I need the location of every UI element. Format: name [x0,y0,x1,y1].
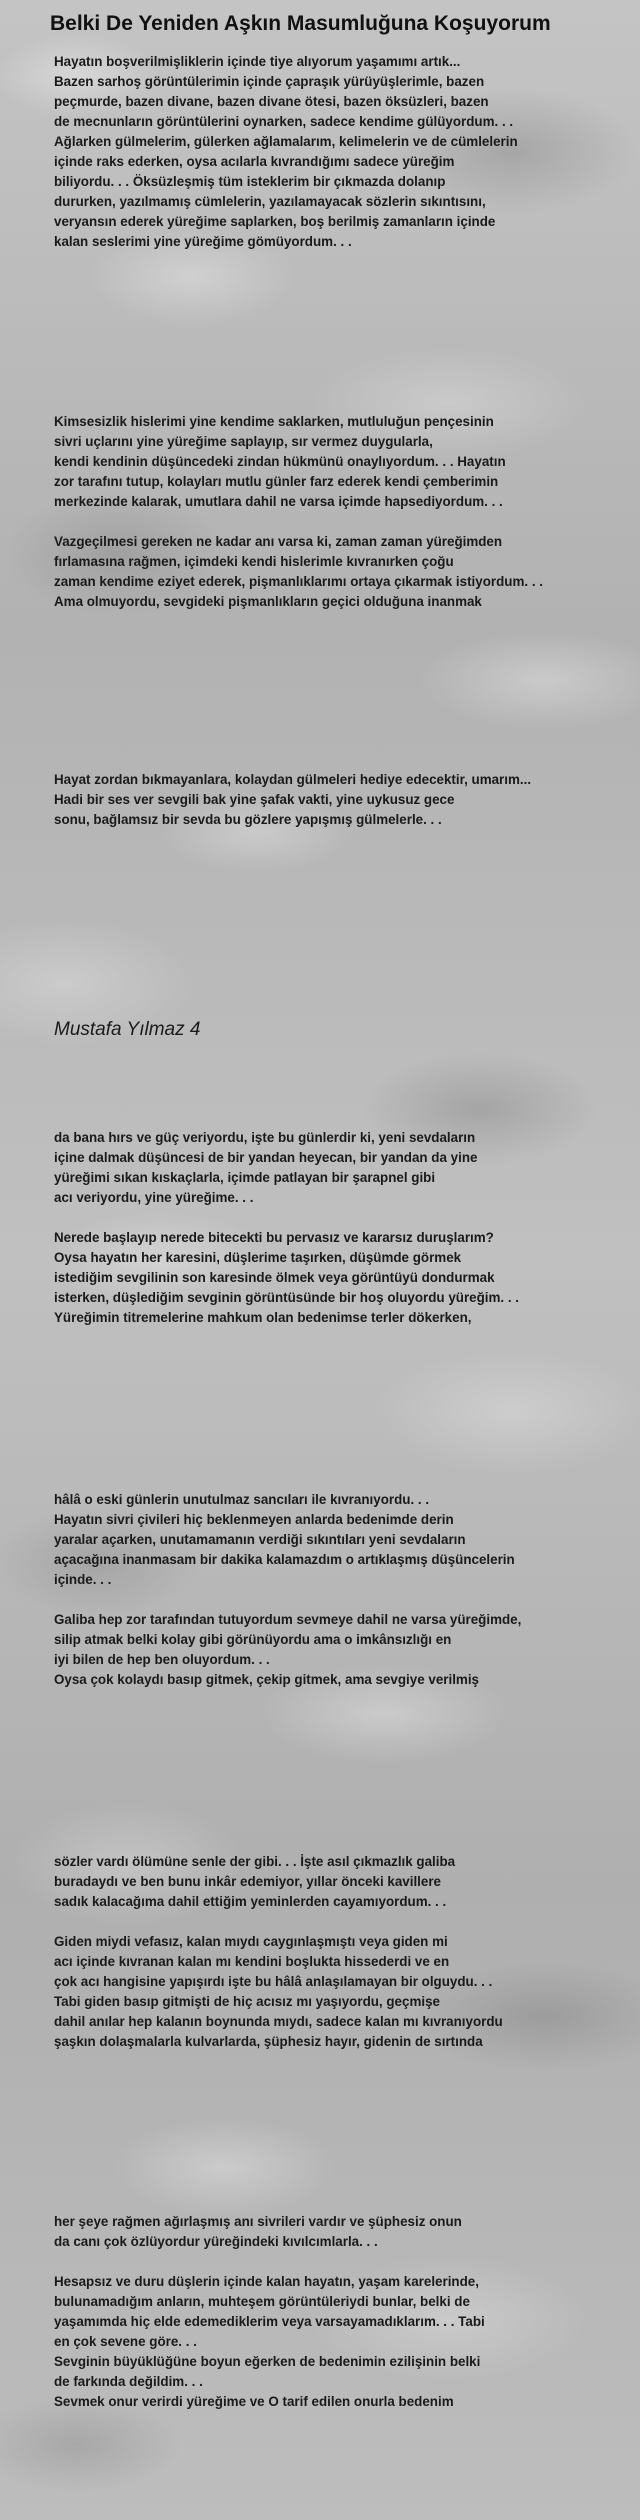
text-block-1 [54,52,640,252]
text-line: merkezinde kalarak, umutlara dahil ne varsa içimde hapsediyordum. . . [54,494,503,509]
text-line: Giden miydi vefasız, kalan mıydı caygınlaşmıştı veya giden mi [54,1934,448,1949]
text-block-4 [54,1128,640,1328]
paragraph [54,1128,640,1208]
text-line: dahil anılar hep kalanın boynunda mıydı, sadece kalan mı kıvranıyordu [54,2014,503,2029]
paragraph [54,412,640,512]
text-line: isterken, düşlediğim sevginin görüntüsünde bir hoş oluyordu yüreğim. . . [54,1290,520,1305]
text-line: zaman kendime eziyet ederek, pişmanlıklarımı ortaya çıkarmak istiyordum. . . [54,574,543,589]
text-line: hâlâ o eski günlerin unutulmaz sancıları ile kıvranıyordu. . . [54,1492,430,1507]
text-line: Hayatın sivri çivileri hiç beklenmeyen anlarda bedenimde derin [54,1512,454,1527]
text-line: kalan seslerimi yine yüreğime gömüyordum. . . [54,234,352,249]
text-line: acı içinde kıvranan kalan mı kendini boşlukta hissederdi ve en [54,1954,450,1969]
text-line: buradaydı ve ben bunu inkâr edemiyor, yıllar önceki kavillere [54,1874,441,1889]
paragraph [54,1932,640,2052]
text-block-6 [54,1852,640,2052]
paragraph [54,2212,640,2252]
paragraph [54,2272,640,2412]
text-line: Galiba hep zor tarafından tutuyordum sevmeye dahil ne varsa yüreğimde, [54,1612,522,1627]
text-line: Oysa çok kolaydı basıp gitmek, çekip gitmek, ama sevgiye verilmiş [54,1672,479,1687]
text-line: zor tarafını tutup, kolayları mutlu günler farz ederek kendi çemberimin [54,474,499,489]
author-name: Mustafa Yılmaz 4 [54,1019,201,1040]
text-line: iyi bilen de hep ben oluyordum. . . [54,1652,270,1667]
text-line: yaşamımda hiç elde edemediklerim veya varsayamadıklarım. . . Tabi [54,2314,485,2329]
text-line: Sevmek onur verirdi yüreğime ve O tarif edilen onurla bedenim [54,2394,454,2409]
text-line: da canı çok özlüyordur yüreğindeki kıvılcımlarla. . . [54,2234,378,2249]
text-line: Yüreğimin titremelerine mahkum olan bedenimse terler dökerken, [54,1310,472,1325]
text-line: içinde raks ederken, oysa acılarla kıvrandığımı sadece yüreğim [54,154,455,169]
text-block-3 [54,770,640,830]
text-line: istediğim sevgilinin son karesinde ölmek veya görüntüyü dondurmak [54,1270,495,1285]
text-line: silip atmak belki kolay gibi görünüyordu ama o imkânsızlığı en [54,1632,452,1647]
text-line: açacağına inanmasam bir dakika kalamazdım o artıklaşmış düşüncelerin [54,1552,515,1567]
text-line: yüreğimi sıkan kıskaçlarla, içimde patlayan bir şarapnel gibi [54,1170,436,1185]
text-line: içine dalmak düşüncesi de bir yandan heyecan, bir yandan da yine [54,1150,478,1165]
text-line: Sevginin büyüklüğüne boyun eğerken de bedenimin ezilişinin belki [54,2354,481,2369]
paragraph [54,1610,640,1690]
paragraph [54,770,640,830]
paragraph [54,1852,640,1912]
text-line: çok acı hangisine yapışırdı işte bu hâlâ anlaşılamayan bir olguydu. . . [54,1974,493,1989]
text-line: Hesapsız ve duru düşlerin içinde kalan hayatın, yaşam karelerinde, [54,2274,479,2289]
text-line: bulunamadığım anların, muhteşem görüntüleriydi bunlar, belki de [54,2294,470,2309]
paragraph [54,1228,640,1328]
text-line: de mecnunların görüntülerini oynarken, sadece kendime gülüyordum. . . [54,114,514,129]
text-line: Vazgeçilmesi gereken ne kadar anı varsa ki, zaman zaman yüreğimden [54,534,503,549]
text-line: acı veriyordu, yine yüreğime. . . [54,1190,254,1205]
text-line: veryansın ederek yüreğime saplarken, boş berilmiş zamanların içinde [54,214,496,229]
paragraph [54,52,640,252]
text-line: biliyordu. . . Öksüzleşmiş tüm isteklerim bir çıkmazda dolanıp [54,174,446,189]
text-line: içinde. . . [54,1572,112,1587]
text-line: Nerede başlayıp nerede bitecekti bu pervasız ve kararsız duruşlarım? [54,1230,494,1245]
text-line: en çok sevene göre. . . [54,2334,197,2349]
text-line: dururken, yazılmamış cümlelerin, yazılamayacak sözlerin sıkıntısını, [54,194,486,209]
text-line: her şeye rağmen ağırlaşmış anı sivrileri vardır ve şüphesiz onun [54,2214,462,2229]
text-line: Hayat zordan bıkmayanlara, kolaydan gülmeleri hediye edecektir, umarım... [54,772,532,787]
text-line: peçmurde, bazen divane, bazen divane ötesi, bazen öksüzleri, bazen [54,94,489,109]
paragraph [54,1490,640,1590]
text-line: şaşkın dolaşmalarla kulvarlarda, şüphesiz hayır, gidenin de sırtında [54,2034,483,2049]
text-line: Oysa hayatın her karesini, düşlerime taşırken, düşümde görmek [54,1250,462,1265]
text-block-7 [54,2212,640,2412]
text-line: sadık kalacağıma dahil ettiğim yeminlerden cayamıyordum. . . [54,1894,447,1909]
text-line: Ağlarken gülmelerim, gülerken ağlamalarım, kelimelerin ve de cümlelerin [54,134,518,149]
text-line: Kimsesizlik hislerimi yine kendime saklarken, mutluluğun pençesinin [54,414,494,429]
text-line: sözler vardı ölümüne senle der gibi. . . İşte asıl çıkmazlık galiba [54,1854,456,1869]
text-line: Ama olmuyordu, sevgideki pişmanlıkların geçici olduğuna inanmak [54,594,482,609]
text-line: sivri uçlarını yine yüreğime saplayıp, sır vermez duygularla, [54,434,433,449]
text-block-2 [54,412,640,612]
text-line: Bazen sarhoş görüntülerimin içinde çapraşık yürüyüşlerimle, bazen [54,74,485,89]
text-line: Tabi giden basıp gitmişti de hiç acısız mı yaşıyordu, geçmişe [54,1994,440,2009]
text-line: Hayatın boşverilmişliklerin içinde tiye alıyorum yaşamımı artık... [54,54,461,69]
text-line: kendi kendinin düşüncedeki zindan hükmünü onaylıyordum. . . Hayatın [54,454,506,469]
text-line: da bana hırs ve güç veriyordu, işte bu günlerdir ki, yeni sevdaların [54,1130,476,1145]
text-line: Hadi bir ses ver sevgili bak yine şafak vakti, yine uykusuz gece [54,792,455,807]
text-line: yaralar açarken, unutamamanın verdiği sıkıntıları yeni sevdaların [54,1532,466,1547]
text-line: fırlamasına rağmen, içimdeki kendi hislerimle kıvranırken çoğu [54,554,454,569]
text-line: de farkında değildim. . . [54,2374,203,2389]
text-line: sonu, bağlamsız bir sevda bu gözlere yapışmış gülmelerle. . . [54,812,442,827]
page-title: Belki De Yeniden Aşkın Masumluğuna Koşuyorum [50,12,551,35]
paragraph [54,532,640,612]
text-block-5 [54,1490,640,1690]
